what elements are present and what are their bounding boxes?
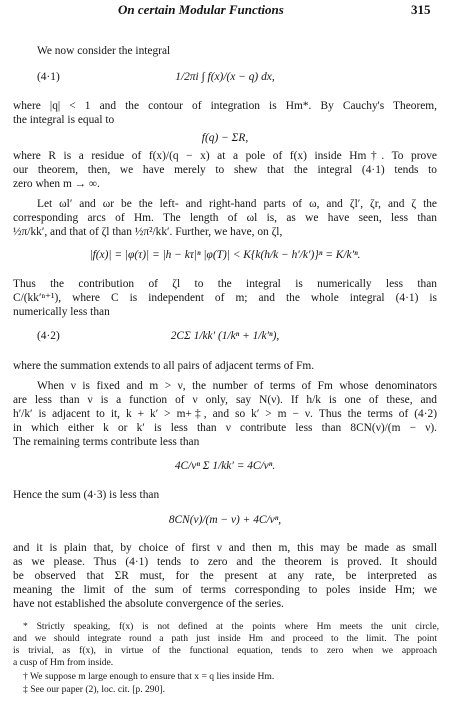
text-line: and it is plain that, by choice of first ν and then m, this may be made as small	[13, 542, 437, 554]
text-line: numerically less than	[13, 306, 110, 318]
text-line: our theorem, then, we have merely to shew that the integral (4·1) tends to	[13, 164, 437, 176]
text-line: Hence the sum (4·3) is less than	[13, 489, 160, 501]
text-line: the integral is equal to	[13, 114, 115, 126]
equation-text: f(q) − ΣR,	[201, 132, 249, 144]
text-line: ½π/kk′, and that of ζl than ½π²/kk′. Further, we have, on ζl,	[13, 226, 283, 238]
text-line: corresponding arcs of Hm. The length of ωl is, as we have seen, less than	[13, 212, 437, 224]
footnote-line: * Strictly speaking, f(x) is not defined at the points where Hm meets the unit circle,	[23, 621, 439, 632]
text-line: where |q| < 1 and the contour of integration is Hm*. By Cauchy's Theorem,	[13, 100, 437, 112]
equation-number: (4·1)	[37, 71, 60, 83]
equation-text: 1/2πi ∫ f(x)/(x − q) dx,	[175, 71, 275, 83]
equation-text: 4C/νⁿ Σ 1/kk′ = 4C/νⁿ.	[174, 460, 276, 472]
text-line: have not established the absolute convergence of the series.	[13, 598, 284, 610]
text-line: Thus the contribution of ζl to the integral is numerically less than	[13, 278, 437, 290]
text-line: where R is a residue of f(x)/(q − x) at a pole of f(x) inside Hm†. To prove	[13, 150, 437, 162]
text-line: C/(kk′ⁿ⁺¹), where C is independent of m; and the whole integral (4·1) is	[13, 292, 437, 304]
text-line: Let ωl′ and ωr be the left- and right-hand parts of ω, and ζl′, ζr, and ζ the	[37, 198, 437, 210]
running-title: On certain Modular Functions	[118, 2, 284, 17]
text-line: are less than ν is a function of ν only, say N(ν). If h/k is one of these, and	[13, 394, 437, 406]
equation-text: |f(x)| = |φ(τ)| = |h − kτ|ⁿ |φ(T)| < K{k(h/k − h′/k′)}ⁿ = K/k′ⁿ.	[89, 249, 361, 261]
footnote-line: a cusp of Hm from inside.	[13, 657, 114, 668]
footnote-line: and we should integrate round a path just inside Hm and proceed to the limit. The point	[13, 633, 437, 644]
text-line: The remaining terms contribute less than	[13, 436, 200, 448]
equation-number: (4·2)	[37, 330, 60, 342]
equation-text: 8CN(ν)/(m − ν) + 4C/νⁿ,	[168, 514, 282, 526]
text-line: where the summation extends to all pairs of adjacent terms of Fm.	[13, 360, 315, 372]
text-line: h′/k′ is adjacent to it, k + k′ > m+‡, and so k′ > m − ν. Thus the terms of (4·2)	[13, 408, 437, 420]
text-line: in which either k or k′ is less than ν contribute less than 8CN(ν)/(m − ν).	[13, 422, 437, 434]
footnote-line: † We suppose m large enough to ensure that x = q lies inside Hm.	[23, 671, 275, 682]
text-line: zero when m → ∞.	[13, 178, 100, 190]
text-line: When ν is fixed and m > ν, the number of terms of Fm whose denominators	[37, 380, 437, 392]
text-line: meaning the limit of the sum of terms corresponding to poles inside Hm; we	[13, 584, 437, 596]
text-line: as we please. Thus (4·1) tends to zero and the theorem is proved. It should	[13, 556, 437, 568]
page-number: 315	[411, 2, 431, 17]
footnote-line: is trivial, as f(x), in virtue of the functional equation, tends to zero when we approach	[13, 645, 437, 656]
text-line: We now consider the integral	[37, 45, 171, 57]
equation-text: 2CΣ 1/kk′ (1/kⁿ + 1/k′ⁿ),	[170, 330, 280, 342]
footnote-line: ‡ See our paper (2), loc. cit. [p. 290].	[23, 684, 165, 695]
text-line: be observed that ΣR must, for the present at any rate, be interpreted as	[13, 570, 437, 582]
